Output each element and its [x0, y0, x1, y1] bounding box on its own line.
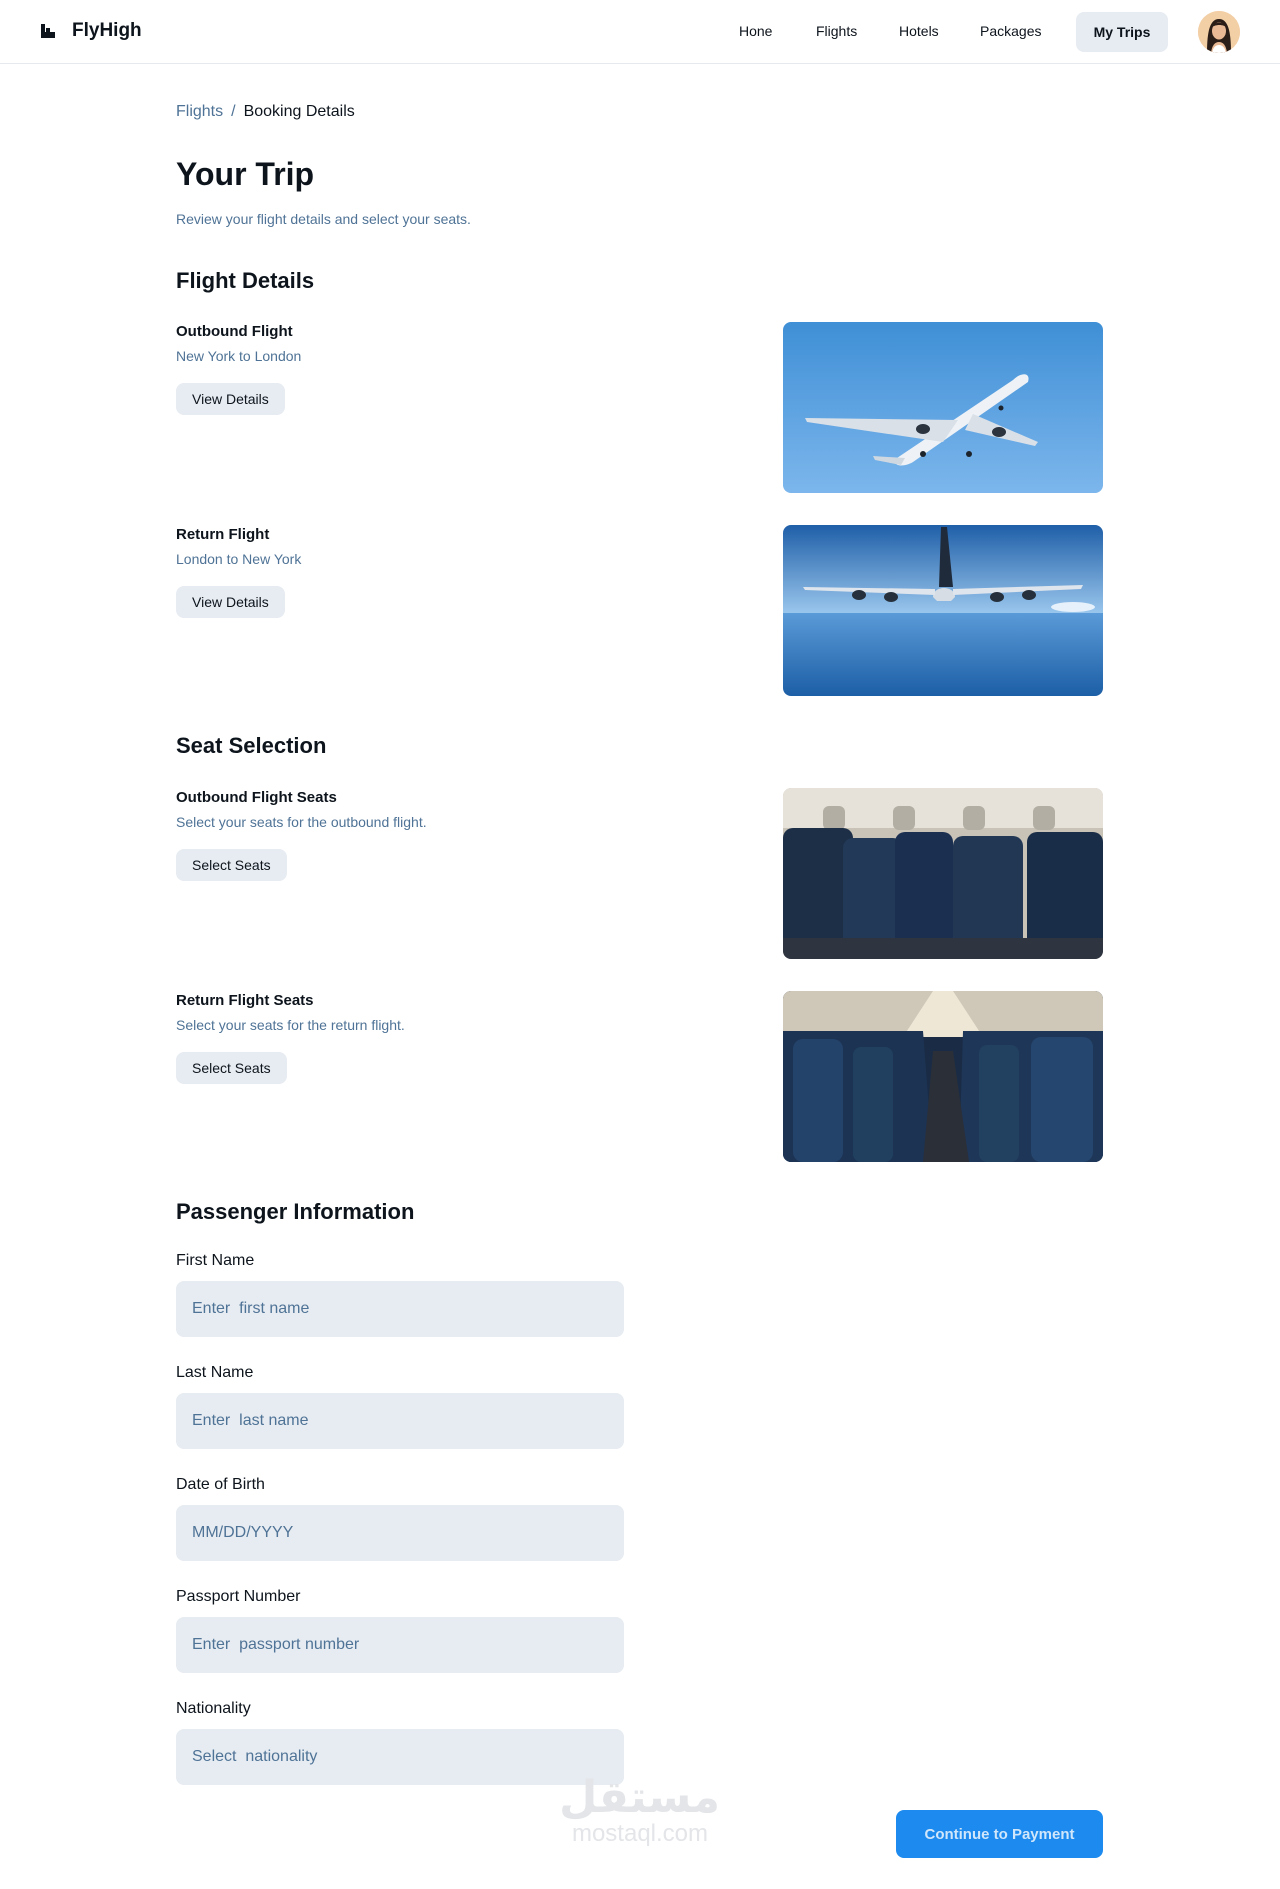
outbound-seats-title: Outbound Flight Seats — [176, 789, 337, 806]
outbound-select-seats-button[interactable]: Select Seats — [176, 849, 287, 881]
passport-number-input[interactable] — [176, 1617, 624, 1673]
nav-packages[interactable]: Packages — [980, 23, 1042, 39]
outbound-flight-title: Outbound Flight — [176, 323, 293, 340]
first-name-label: First Name — [176, 1252, 255, 1269]
breadcrumb — [176, 103, 355, 121]
watermark-arabic: مستقل — [559, 1772, 720, 1823]
date-of-birth-label: Date of Birth — [176, 1476, 265, 1493]
breadcrumb-separator: / — [231, 103, 236, 120]
passenger-information-heading: Passenger Information — [176, 1199, 415, 1224]
return-flight-title: Return Flight — [176, 526, 270, 543]
nav-my-trips[interactable]: My Trips — [1076, 12, 1168, 52]
nationality-label: Nationality — [176, 1700, 251, 1717]
page-subtitle: Review your flight details and select your seats. — [176, 211, 471, 227]
first-name-input[interactable] — [176, 1281, 624, 1337]
cabin-aisle-illustration — [783, 991, 1103, 1162]
last-name-input[interactable] — [176, 1393, 624, 1449]
outbound-seats-image — [783, 788, 1103, 959]
logo-icon[interactable] — [41, 24, 55, 38]
user-avatar[interactable] — [1198, 11, 1240, 53]
breadcrumb-current: Booking Details — [243, 103, 355, 120]
return-view-details-button[interactable]: View Details — [176, 586, 285, 618]
outbound-view-details-button[interactable]: View Details — [176, 383, 285, 415]
flight-details-heading: Flight Details — [176, 268, 315, 293]
outbound-seats-description: Select your seats for the outbound flight. — [176, 814, 427, 830]
return-seats-image — [783, 991, 1103, 1162]
cabin-seats-illustration — [783, 788, 1103, 959]
date-of-birth-input[interactable] — [176, 1505, 624, 1561]
return-seats-title: Return Flight Seats — [176, 992, 314, 1009]
nationality-select[interactable] — [176, 1729, 624, 1785]
nav-flights[interactable]: Flights — [816, 23, 858, 39]
airplane-ocean-illustration — [783, 525, 1103, 696]
last-name-label: Last Name — [176, 1364, 254, 1381]
outbound-flight-route: New York to London — [176, 348, 302, 364]
nav-home[interactable]: Hone — [739, 23, 773, 39]
return-select-seats-button[interactable]: Select Seats — [176, 1052, 287, 1084]
seat-selection-heading: Seat Selection — [176, 733, 327, 758]
watermark — [559, 1772, 720, 1847]
passport-number-label: Passport Number — [176, 1588, 301, 1605]
page-title: Your Trip — [176, 156, 315, 192]
return-flight-image — [783, 525, 1103, 696]
avatar-image — [1198, 11, 1240, 53]
brand-name[interactable]: FlyHigh — [72, 20, 142, 41]
outbound-flight-image — [783, 322, 1103, 493]
nav-hotels[interactable]: Hotels — [899, 23, 939, 39]
top-navigation-bar — [0, 0, 1280, 64]
return-flight-route: London to New York — [176, 551, 302, 567]
continue-to-payment-button[interactable]: Continue to Payment — [896, 1810, 1103, 1858]
breadcrumb-flights[interactable]: Flights — [176, 103, 224, 120]
watermark-latin: mostaql.com — [571, 1820, 709, 1847]
airplane-sky-illustration — [783, 322, 1103, 493]
return-seats-description: Select your seats for the return flight. — [176, 1017, 405, 1033]
